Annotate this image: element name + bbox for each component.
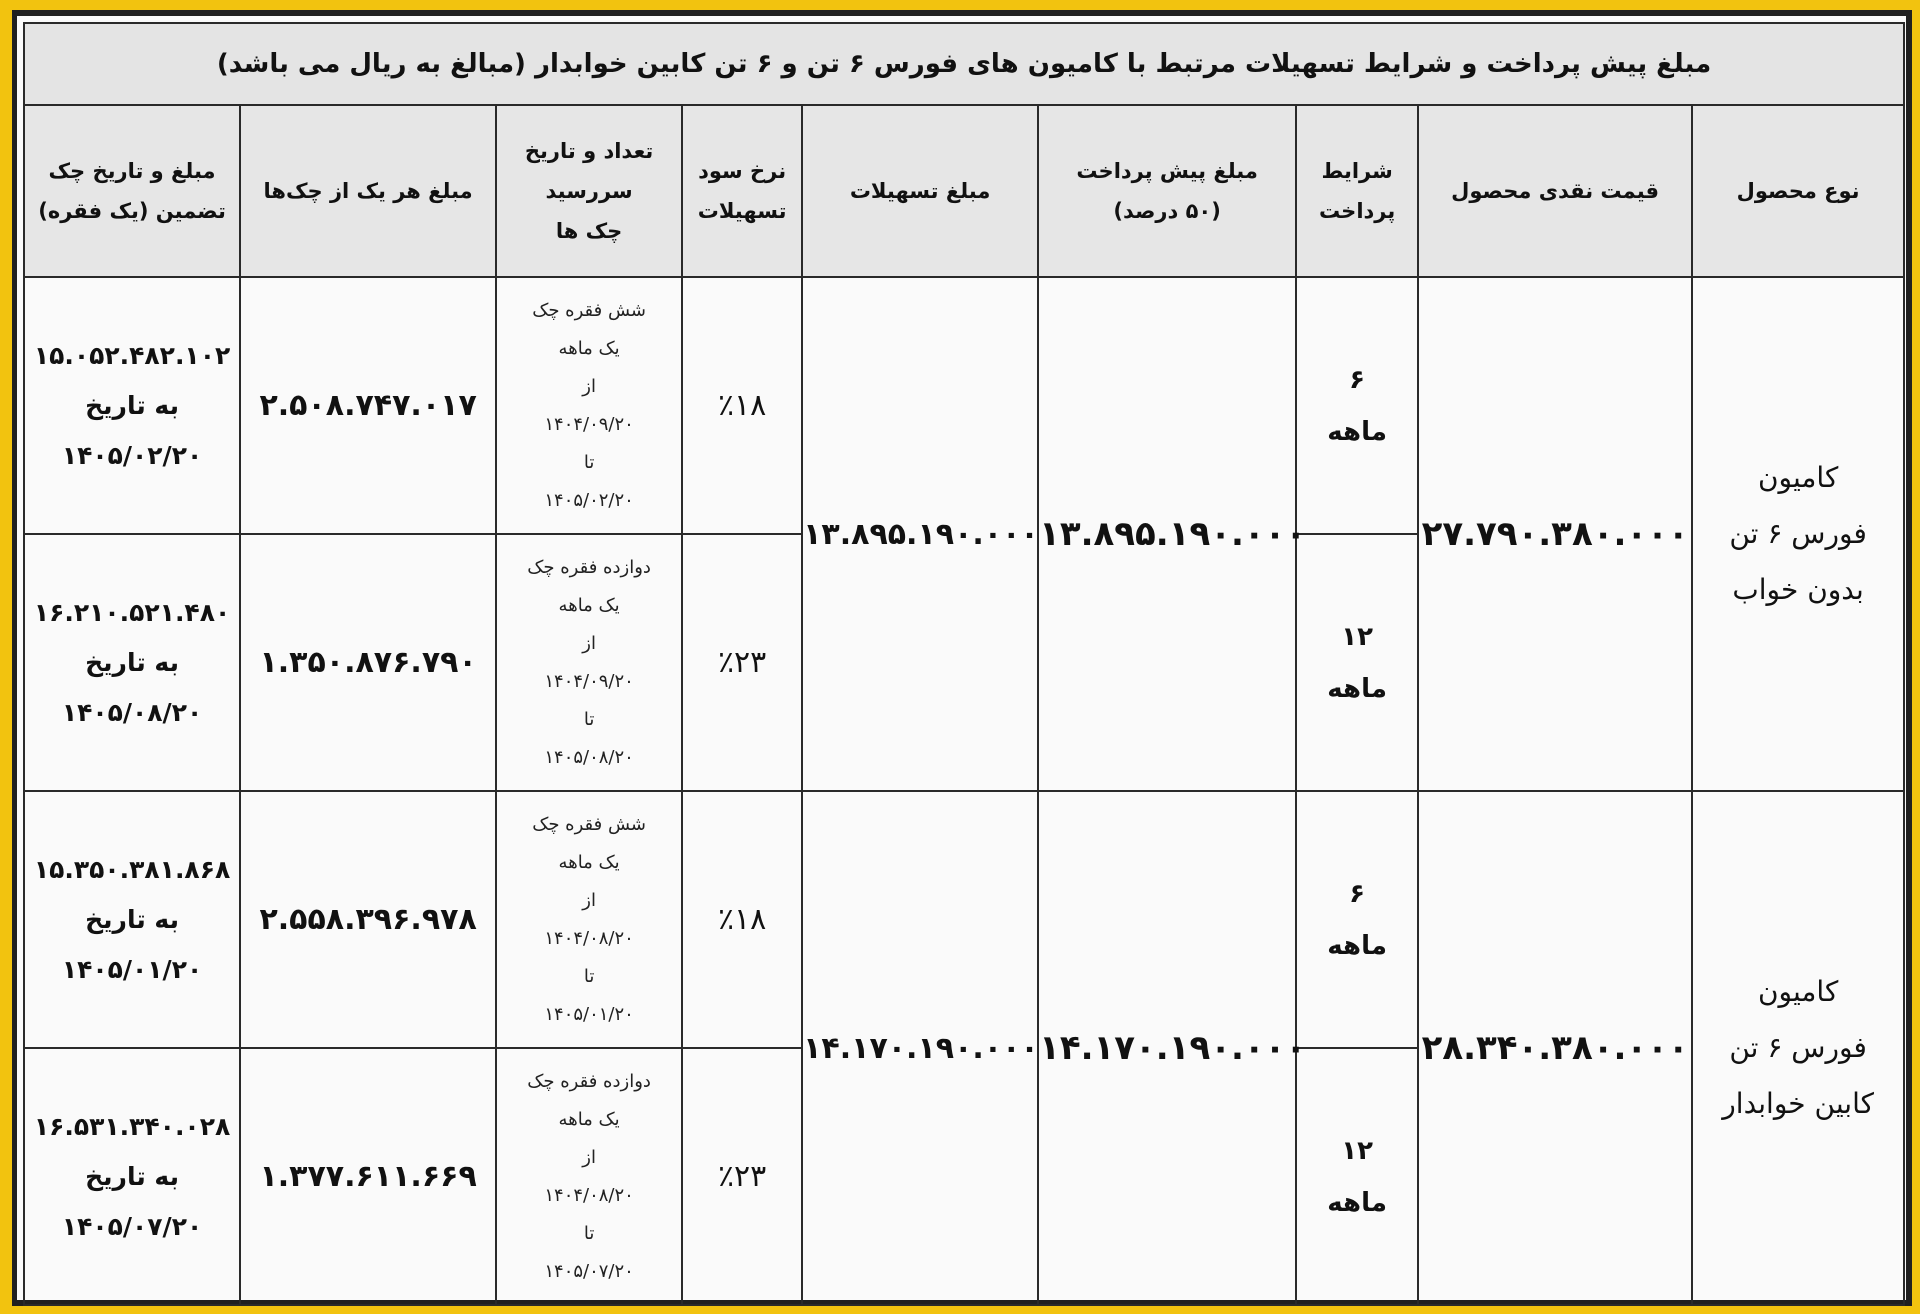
guarantee-date: ۱۴۰۵/۰۱/۲۰ [61, 954, 203, 984]
checks-line: شش فقره چک [532, 813, 646, 835]
checks-cell [496, 534, 682, 791]
product-name-line: کابین خوابدار [1722, 1087, 1874, 1120]
header-row [24, 105, 1904, 277]
guarantee-date: ۱۴۰۵/۰۸/۲۰ [61, 697, 203, 727]
checks-line: ۱۴۰۵/۰۲/۲۰ [544, 489, 634, 511]
guarantee-label: به تاریخ [85, 647, 179, 677]
term-number: ۱۲ [1341, 621, 1373, 652]
term-unit: ماهه [1327, 930, 1387, 961]
checks-line: دوازده فقره چک [527, 1070, 651, 1092]
checks-line: یک ماهه [558, 851, 620, 873]
terms-cell [1296, 791, 1418, 1048]
cash-price-cell: ۲۷.۷۹۰.۳۸۰.۰۰۰ [1418, 277, 1692, 791]
header-facility: مبلغ تسهیلات [802, 105, 1038, 277]
header-cash-price: قیمت نقدی محصول [1418, 105, 1692, 277]
checks-line: ۱۴۰۴/۰۸/۲۰ [544, 1184, 634, 1206]
header-terms-line1: شرایط [1321, 159, 1393, 183]
term-unit: ماهه [1327, 416, 1387, 447]
header-guarantee-line2: تضمین (یک فقره) [38, 199, 226, 223]
checks-line: ۱۴۰۴/۰۸/۲۰ [544, 927, 634, 949]
prepayment-cell: ۱۴.۱۷۰.۱۹۰.۰۰۰ [1038, 791, 1296, 1305]
checks-line: تا [583, 451, 595, 473]
checks-line: ۱۴۰۵/۰۷/۲۰ [544, 1260, 634, 1282]
per-check-cell: ۱.۳۷۷.۶۱۱.۶۶۹ [240, 1048, 496, 1305]
per-check-cell: ۲.۵۵۸.۳۹۶.۹۷۸ [240, 791, 496, 1048]
guarantee-label: به تاریخ [85, 390, 179, 420]
header-guarantee [24, 105, 240, 277]
guarantee-cell [24, 791, 240, 1048]
rate-cell: ٪۲۳ [682, 1048, 802, 1305]
checks-line: از [582, 632, 596, 654]
term-unit: ماهه [1327, 1187, 1387, 1218]
terms-cell [1296, 534, 1418, 791]
checks-line: دوازده فقره چک [527, 556, 651, 578]
checks-cell [496, 277, 682, 534]
header-checks-line2: سررسید [545, 179, 633, 203]
guarantee-label: به تاریخ [85, 1161, 179, 1191]
checks-line: ۱۴۰۵/۰۸/۲۰ [544, 746, 634, 768]
guarantee-cell [24, 534, 240, 791]
header-terms [1296, 105, 1418, 277]
rate-cell: ٪۱۸ [682, 791, 802, 1048]
checks-line: تا [583, 708, 595, 730]
header-rate-line2: تسهیلات [697, 199, 787, 223]
checks-line: یک ماهه [558, 337, 620, 359]
prepayment-cell: ۱۳.۸۹۵.۱۹۰.۰۰۰ [1038, 277, 1296, 791]
rate-cell: ٪۲۳ [682, 534, 802, 791]
checks-line: تا [583, 965, 595, 987]
checks-line: ۱۴۰۴/۰۹/۲۰ [544, 413, 634, 435]
rate-cell: ٪۱۸ [682, 277, 802, 534]
cash-price-cell: ۲۸.۳۴۰.۳۸۰.۰۰۰ [1418, 791, 1692, 1305]
table-row [24, 791, 1904, 1048]
header-checks [496, 105, 682, 277]
header-terms-line2: پرداخت [1318, 199, 1396, 223]
guarantee-amount: ۱۶.۵۳۱.۳۴۰.۰۲۸ [33, 1111, 231, 1141]
header-prepayment-line1: مبلغ پیش پرداخت [1076, 159, 1258, 183]
term-unit: ماهه [1327, 673, 1387, 704]
guarantee-date: ۱۴۰۵/۰۲/۲۰ [61, 440, 203, 470]
header-product: نوع محصول [1692, 105, 1904, 277]
checks-line: ۱۴۰۵/۰۱/۲۰ [544, 1003, 634, 1025]
checks-line: از [582, 889, 596, 911]
header-prepayment [1038, 105, 1296, 277]
term-number: ۶ [1349, 364, 1366, 395]
product-name-line: فورس ۶ تن [1729, 517, 1867, 550]
table-title: مبلغ پیش پرداخت و شرایط تسهیلات مرتبط با کامیون های فورس ۶ تن و ۶ تن کابین خوابدار (مبالغ به ریال می باشد) [24, 23, 1904, 105]
per-check-cell: ۱.۳۵۰.۸۷۶.۷۹۰ [240, 534, 496, 791]
guarantee-amount: ۱۵.۳۵۰.۳۸۱.۸۶۸ [33, 854, 231, 884]
header-rate [682, 105, 802, 277]
table-frame [12, 10, 1912, 1306]
terms-cell [1296, 277, 1418, 534]
product-name-line: بدون خواب [1732, 573, 1864, 606]
checks-cell [496, 791, 682, 1048]
facility-cell: ۱۳.۸۹۵.۱۹۰.۰۰۰ [802, 277, 1038, 791]
checks-line: تا [583, 1222, 595, 1244]
header-rate-line1: نرخ سود [698, 159, 787, 183]
checks-line: یک ماهه [558, 1108, 620, 1130]
guarantee-date: ۱۴۰۵/۰۷/۲۰ [61, 1211, 203, 1241]
product-name-cell [1692, 277, 1904, 791]
header-checks-line1: تعداد و تاریخ [524, 139, 654, 163]
guarantee-cell [24, 277, 240, 534]
guarantee-amount: ۱۶.۲۱۰.۵۲۱.۴۸۰ [33, 597, 231, 627]
product-name-line: فورس ۶ تن [1729, 1031, 1867, 1064]
header-guarantee-line1: مبلغ و تاریخ چک [48, 159, 216, 183]
term-number: ۶ [1349, 878, 1366, 909]
table-row [24, 277, 1904, 534]
product-name-line: کامیون [1757, 975, 1839, 1008]
header-per-check: مبلغ هر یک از چک‌ها [240, 105, 496, 277]
checks-line: یک ماهه [558, 594, 620, 616]
per-check-cell: ۲.۵۰۸.۷۴۷.۰۱۷ [240, 277, 496, 534]
guarantee-label: به تاریخ [85, 904, 179, 934]
checks-line: از [582, 375, 596, 397]
guarantee-amount: ۱۵.۰۵۲.۴۸۲.۱۰۲ [33, 340, 231, 370]
checks-line: از [582, 1146, 596, 1168]
header-prepayment-line2: (۵۰ درصد) [1113, 199, 1221, 223]
header-checks-line3: چک ها [555, 219, 623, 243]
product-name-cell [1692, 791, 1904, 1305]
terms-cell [1296, 1048, 1418, 1305]
checks-line: شش فقره چک [532, 299, 646, 321]
pricing-table [23, 22, 1905, 1306]
term-number: ۱۲ [1341, 1135, 1373, 1166]
facility-cell: ۱۴.۱۷۰.۱۹۰.۰۰۰ [802, 791, 1038, 1305]
checks-line: ۱۴۰۴/۰۹/۲۰ [544, 670, 634, 692]
checks-cell [496, 1048, 682, 1305]
guarantee-cell [24, 1048, 240, 1305]
product-name-line: کامیون [1757, 461, 1839, 494]
